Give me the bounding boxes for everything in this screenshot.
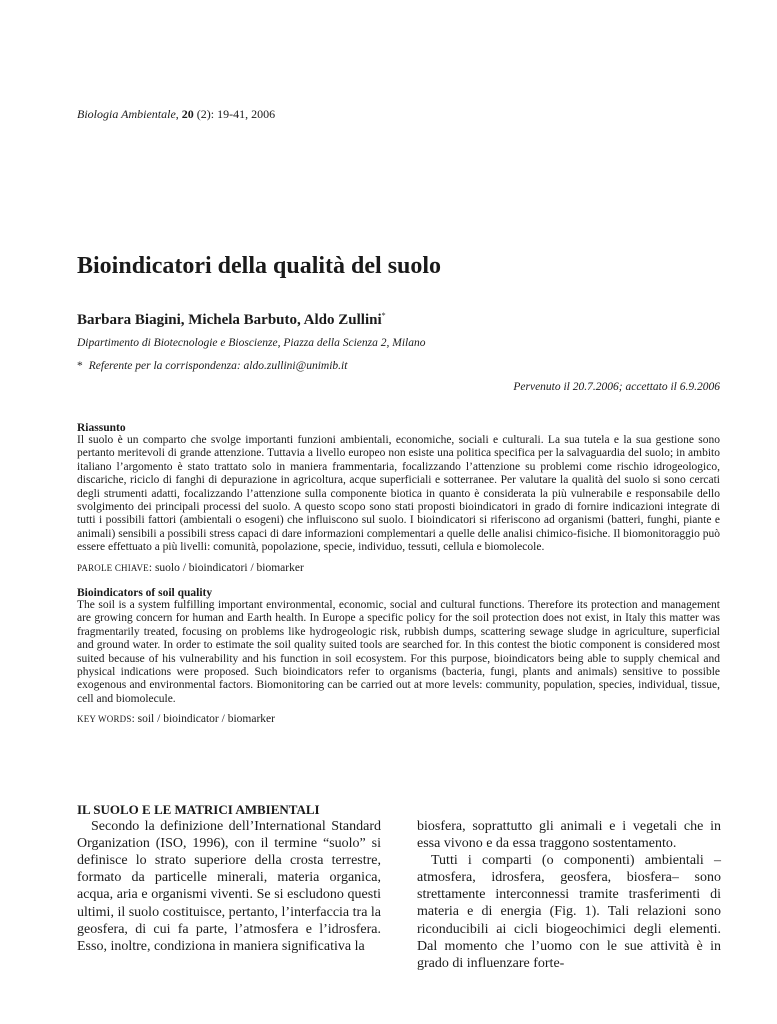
body-paragraph-1-continued: biosfera, soprattutto gli animali e i vegetali che in essa vivono e da essa traggono sostentamento. [417, 819, 721, 852]
english-abstract-heading: Bioindicators of soil quality [77, 587, 213, 599]
riassunto-text: Il suolo è un comparto che svolge importanti funzioni ambientali, economiche, sociali e culturali. La sua tutela e la sua gestione sono pertanto meritevoli di grande attenzione. Tuttavia a livello europeo non esiste una politica specifica per la salvaguardia del suolo; in ambito italiano l’argomento è stato trattato solo in maniera frammentaria, focalizzando l’attenzione su problemi come rischio idrogeologico, discariche, riciclo di fanghi di depurazione in agricoltura, acque superficiali e sotterranee. Per valutare la qualità del suolo si sono cercati degli strumenti adatti, focalizzando l’attenzione sulla componente biotica in quanto è considerata la più vulnerabile e responsabile dello svolgimento dei principali processi del suolo. A questo scopo sono stati proposti bioindicatori in grado di fornire indicazioni integrate di tutti i possibili fattori (ambientali o esogeni) che influiscono sul suolo. I bioindicatori si riferiscono ad organismi (batteri, funghi, piante e animali) sensibili a possibili stress capaci di dare informazioni complementari a quelle delle analisi chimico-fisiche. Il biomonitoraggio può essere effettuato a più livelli: comunità, popolazione, specie, individuo, tessuti, cellula e biomolecole. [77, 434, 720, 554]
author-footnote-mark: * [381, 311, 386, 320]
body-left-column [77, 801, 381, 955]
section-heading: IL SUOLO E LE MATRICI AMBIENTALI [77, 802, 320, 817]
english-abstract-section [77, 587, 720, 725]
journal-volume: 20 [181, 107, 194, 121]
journal-name: Biologia Ambientale [77, 107, 176, 121]
body-right-column [417, 818, 721, 972]
correspondence-text: Referente per la corrispondenza: aldo.zullini@unimib.it [88, 360, 348, 372]
keywords-label-it: PAROLE CHIAVE [77, 562, 149, 573]
english-keywords [77, 713, 720, 725]
riassunto-heading: Riassunto [77, 422, 126, 434]
received-accepted-dates: Pervenuto il 20.7.2006; accettato il 6.9.2006 [513, 381, 720, 393]
english-abstract-text: The soil is a system fulfilling important environmental, economic, social and cultural functions. Therefore its protection and management are growing concern for human and Earth health. In Europe a specific policy for the soil protection does not exist, in Italy this matter was fragmentarily treated, focusing on problems like hydrogeologic risk, rubbish dumps, scattering sewage sludge in agriculture, superficial and ground water. In order to estimate the soil quality suited tools are searched for. In this contest the biotic component is considered most suited because of his vulnerability and his function in soil ecosystem. For this purpose, bioindicators being able to supply chemical and physical indications were proposed. Such bioindicators refer to organisms (bacteria, fungi, plants and animals) sensitive to possible exogenous and environmental factors. Biomonitoring can be carried out at more levels: community, population, species, individual, tissue, cell and biomolecule. [77, 599, 720, 705]
article-title: Bioindicatori della qualità del suolo [77, 253, 442, 279]
article-authors [77, 311, 386, 329]
journal-issue-pages: (2): 19-41, 2006 [193, 107, 276, 121]
body-paragraph-2: Tutti i comparti (o componenti) ambientali –atmosfera, idrosfera, geosfera, biosfera– sono strettamente interconnessi tramite trasferimenti di materia e di energia (Fig. 1). Tali relazioni sono riconducibili ai cicli biogeochimici degli elementi. Dal momento che l’uomo con le sue attività è in grado di influenzare forte- [417, 853, 721, 971]
correspondence-mark: * [77, 360, 83, 372]
authors-names: Barbara Biagini, Michela Barbuto, Aldo Zullini [77, 312, 382, 328]
riassunto-section [77, 422, 720, 574]
riassunto-keywords [77, 562, 720, 574]
author-affiliation: Dipartimento di Biotecnologie e Bioscienze, Piazza della Scienza 2, Milano [77, 337, 426, 349]
body-paragraph-1: Secondo la definizione dell’International Standard Organization (ISO, 1996), con il termine “suolo” si definisce lo strato superiore della crosta terrestre, formato da particelle minerali, materia organica, acqua, aria e organismi viventi. Se si escludono questi ultimi, il suolo costituisce, pertanto, l’interfaccia tra la geosfera, di cui fa parte, l’atmosfera e l’idrosfera. Esso, inoltre, condiziona in maniera significativa la [77, 819, 382, 954]
correspondence-note [77, 360, 347, 372]
journal-citation: Biologia Ambientale, 20 (2): 19-41, 2006 [77, 107, 276, 121]
keywords-en: : soil / bioindicator / biomarker [131, 713, 275, 726]
keywords-label-en: KEY WORDS [77, 714, 132, 725]
keywords-it: : suolo / bioindicatori / biomarker [148, 561, 304, 574]
